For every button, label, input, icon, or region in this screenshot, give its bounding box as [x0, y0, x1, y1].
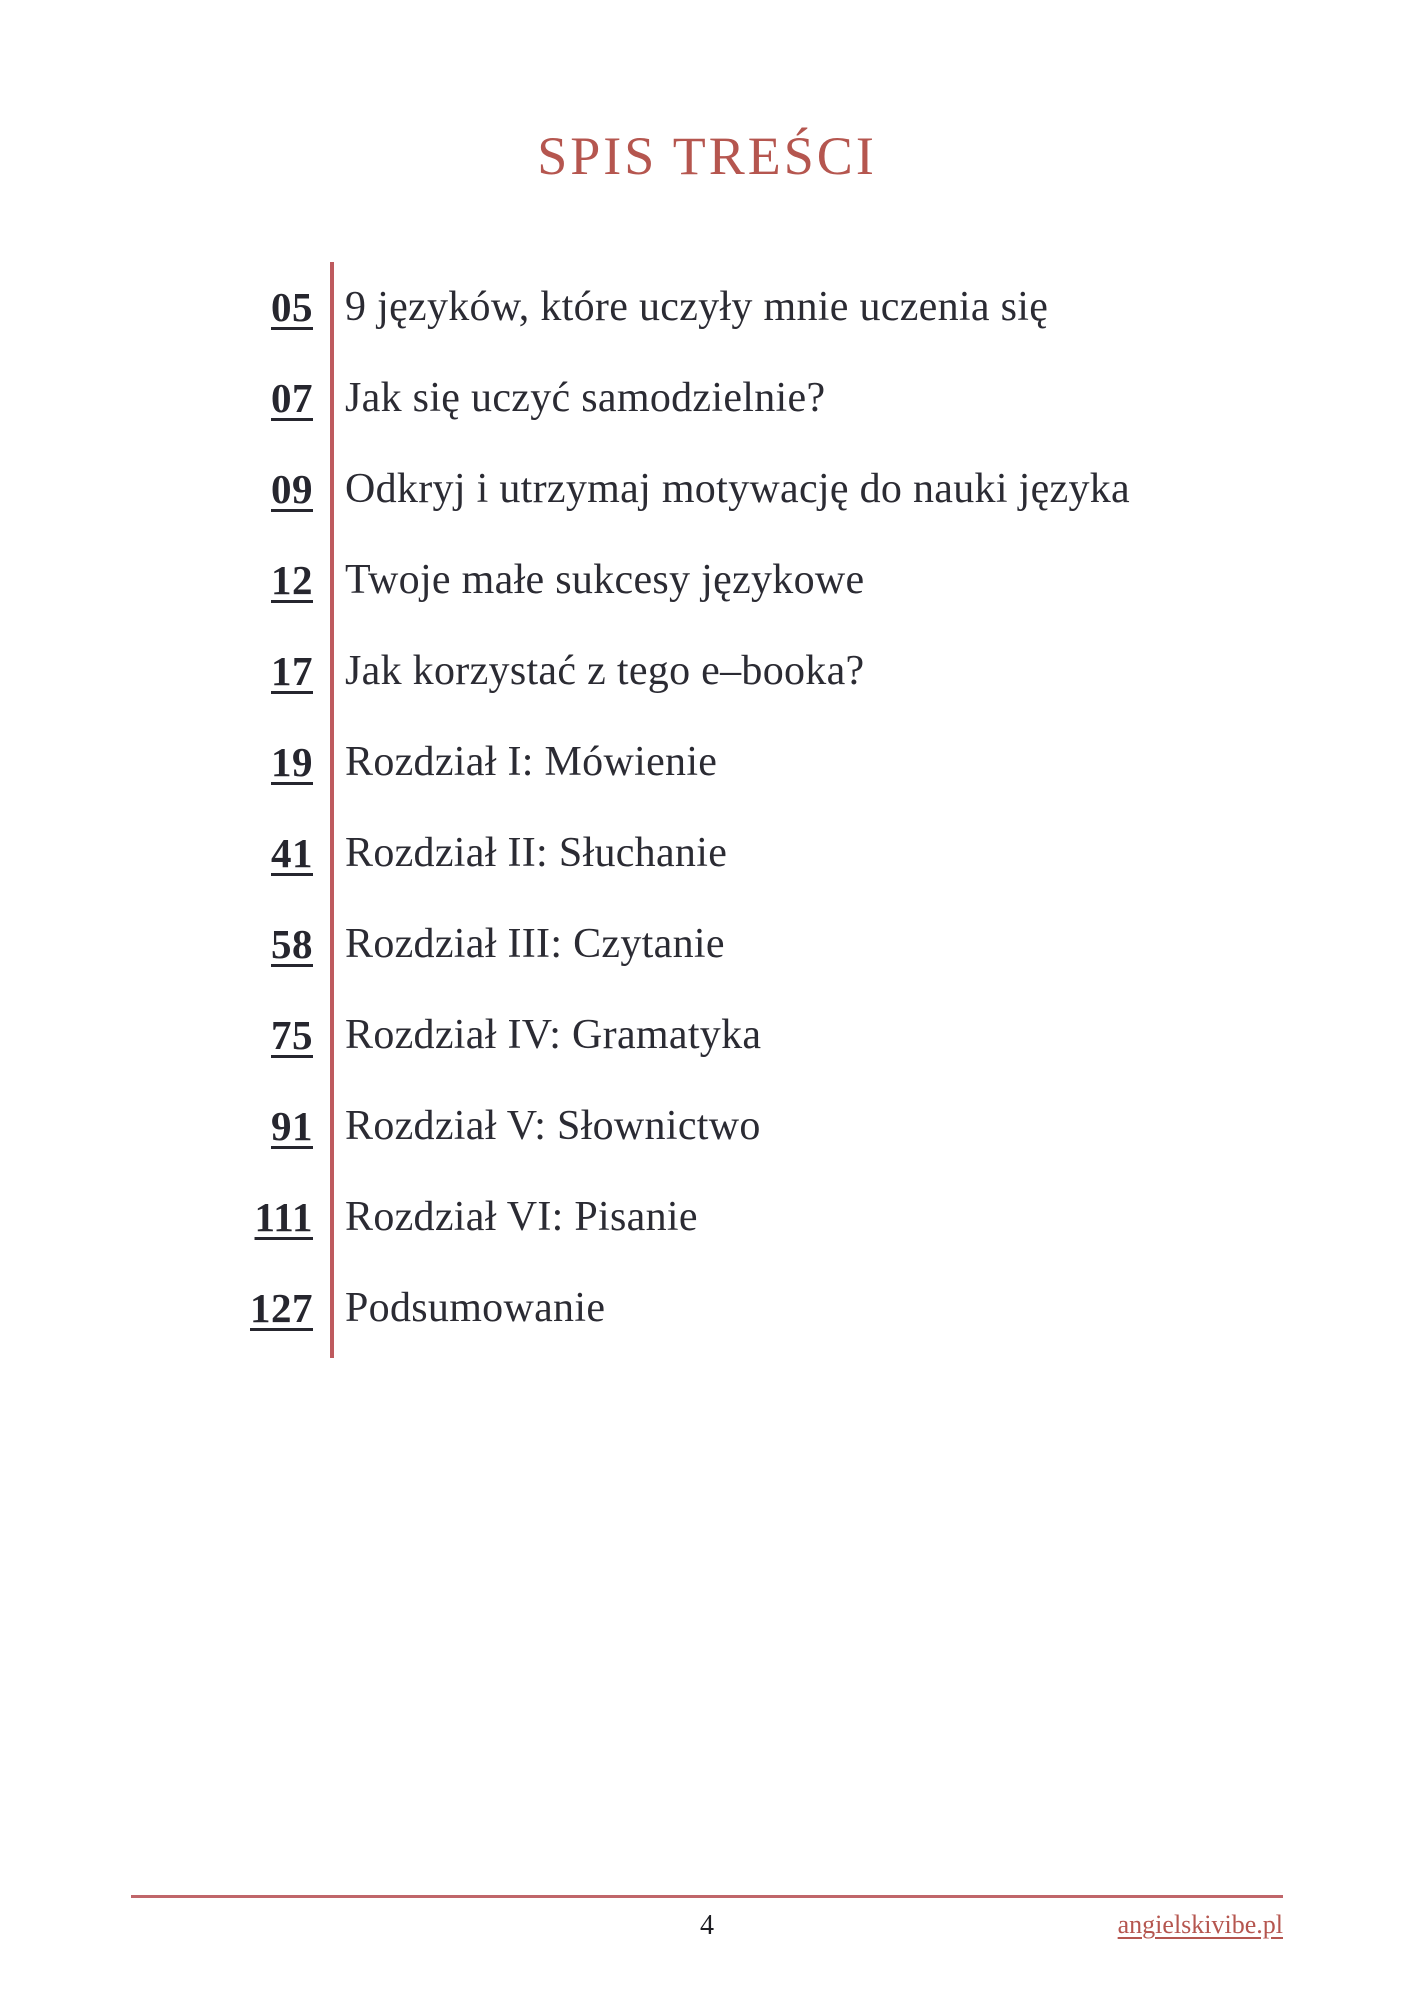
toc-entry-page-number[interactable]: 91 [271, 1103, 313, 1149]
toc-entry-label[interactable]: 9 języków, które uczyły mnie uczenia się [345, 284, 1049, 331]
toc-entry-page-number[interactable]: 127 [250, 1285, 313, 1331]
toc-entry-page-number[interactable]: 111 [254, 1194, 313, 1240]
toc-entry-row[interactable] [0, 626, 1414, 717]
toc-entry-label[interactable]: Jak korzystać z tego e–booka? [345, 648, 865, 695]
footer-page-number: 4 [700, 1910, 714, 1941]
toc-entry-row[interactable] [0, 535, 1414, 626]
toc-entry-label[interactable]: Rozdział IV: Gramatyka [345, 1012, 762, 1059]
toc-entry-row[interactable] [0, 444, 1414, 535]
toc-entry-row[interactable] [0, 808, 1414, 899]
page-footer [0, 1880, 1414, 1970]
toc-entry-page-number[interactable]: 17 [271, 648, 313, 694]
toc-entry-label[interactable]: Rozdział II: Słuchanie [345, 830, 728, 877]
toc-entry-row[interactable] [0, 262, 1414, 353]
toc-entry-label[interactable]: Jak się uczyć samodzielnie? [345, 375, 826, 422]
toc-entry-page-number[interactable]: 58 [271, 921, 313, 967]
toc-entry-row[interactable] [0, 1172, 1414, 1263]
toc-entry-page-number[interactable]: 75 [271, 1012, 313, 1058]
toc-entry-row[interactable] [0, 1081, 1414, 1172]
toc-entry-label[interactable]: Rozdział III: Czytanie [345, 921, 725, 968]
footer-divider-rule [131, 1895, 1283, 1898]
toc-entry-label[interactable]: Rozdział I: Mówienie [345, 739, 718, 786]
toc-entry-label[interactable]: Twoje małe sukcesy językowe [345, 557, 865, 604]
table-of-contents [0, 262, 1414, 1362]
toc-entry-row[interactable] [0, 899, 1414, 990]
toc-entry-label[interactable]: Podsumowanie [345, 1285, 606, 1332]
toc-entry-label[interactable]: Rozdział V: Słownictwo [345, 1103, 761, 1150]
toc-entry-page-number[interactable]: 09 [271, 466, 313, 512]
toc-entry-row[interactable] [0, 1263, 1414, 1354]
toc-entry-page-number[interactable]: 19 [271, 739, 313, 785]
footer-website-link[interactable]: angielskivibe.pl [1117, 1910, 1283, 1939]
toc-entry-row[interactable] [0, 990, 1414, 1081]
toc-entry-page-number[interactable]: 41 [271, 830, 313, 876]
toc-row-list [0, 262, 1414, 1354]
toc-entry-page-number[interactable]: 05 [271, 284, 313, 330]
toc-entry-label[interactable]: Odkryj i utrzymaj motywację do nauki języka [345, 466, 1130, 513]
toc-entry-row[interactable] [0, 717, 1414, 808]
page-title: SPIS TREŚCI [537, 126, 877, 186]
toc-entry-row[interactable] [0, 353, 1414, 444]
toc-entry-label[interactable]: Rozdział VI: Pisanie [345, 1194, 698, 1241]
toc-entry-page-number[interactable]: 12 [271, 557, 313, 603]
toc-entry-page-number[interactable]: 07 [271, 375, 313, 421]
